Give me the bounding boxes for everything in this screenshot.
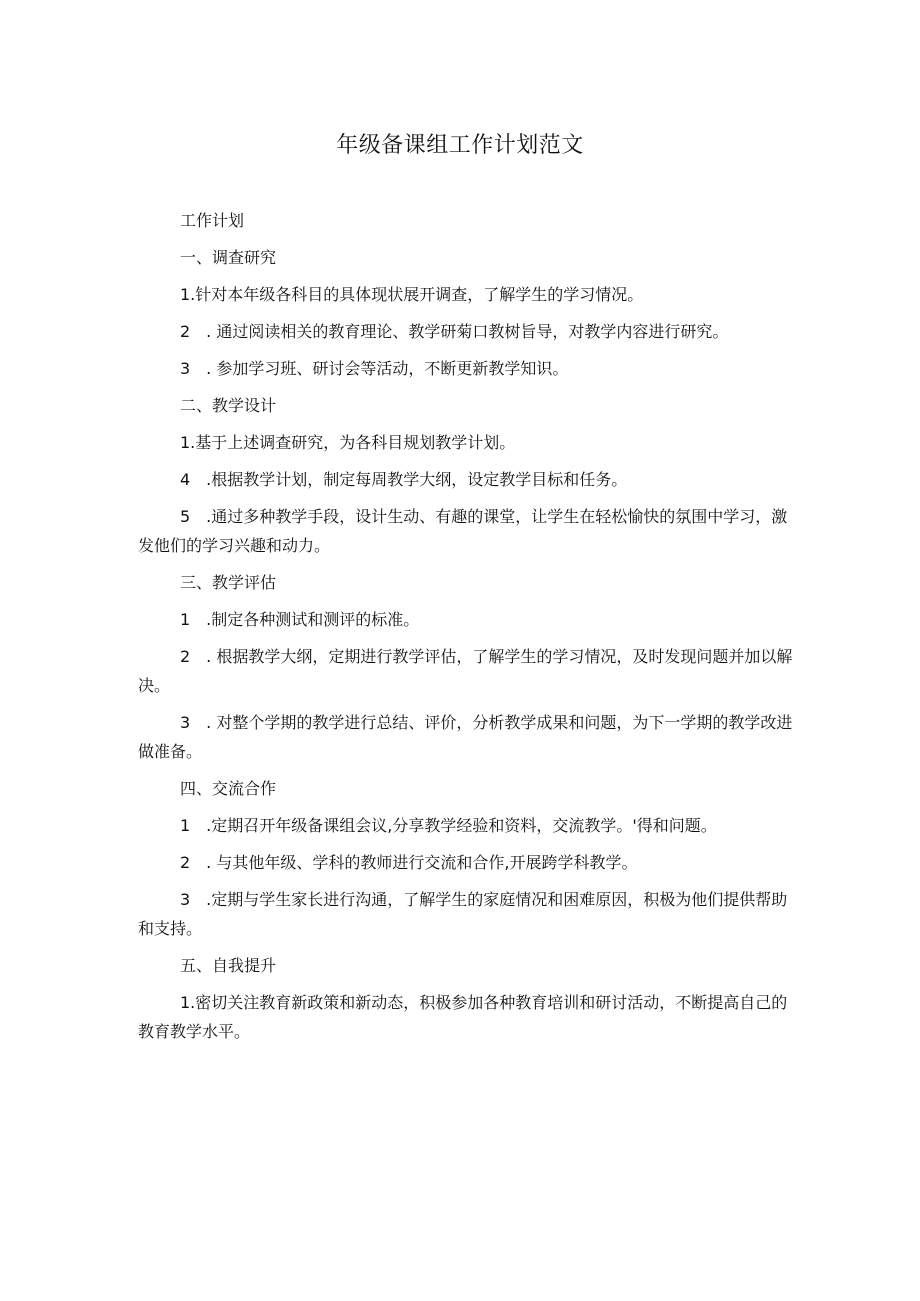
document-body xyxy=(138,206,798,1054)
paragraph: 5 .通过多种教学手段，设计生动、有趣的课堂，让学生在轻松愉快的氛围中学习，激发他们的学习兴趣和动力。 xyxy=(138,507,788,555)
section-heading-cooperation: 四、交流合作 xyxy=(180,779,277,798)
paragraph: 1.基于上述调查研究，为各科目规划教学计划。 xyxy=(180,433,516,452)
section-heading-research: 一、调查研究 xyxy=(180,248,277,267)
paragraph: 4 .根据教学计划，制定每周教学大纲，设定教学目标和任务。 xyxy=(180,470,628,489)
paragraph: 2 . 根据教学大纲，定期进行教学评估，了解学生的学习情况，及时发现问题并加以解决。 xyxy=(138,647,793,695)
section-heading-design: 二、教学设计 xyxy=(180,396,277,415)
paragraph: 3 . 对整个学期的教学进行总结、评价，分析教学成果和问题，为下一学期的教学改进做准备。 xyxy=(138,713,793,761)
paragraph: 1 .制定各种测试和测评的标准。 xyxy=(180,610,420,629)
paragraph: 1 .定期召开年级备课组会议,分享教学经验和资料，交流教学。'得和问题。 xyxy=(180,816,717,835)
paragraph: 3 . 参加学习班、研讨会等活动，不断更新教学知识。 xyxy=(180,359,569,378)
document-title: 年级备课组工作计划范文 xyxy=(336,133,584,158)
paragraph: 2 . 通过阅读相关的教育理论、教学研菊口教树旨导，对教学内容进行研究。 xyxy=(180,322,729,341)
paragraph: 1.针对本年级各科目的具体现状展开调查，了解学生的学习情况。 xyxy=(180,285,644,304)
section-heading-self-improvement: 五、自我提升 xyxy=(180,956,277,975)
section-heading-assessment: 三、教学评估 xyxy=(180,573,277,592)
paragraph: 2 . 与其他年级、学科的教师进行交流和合作,开展跨学科教学。 xyxy=(180,853,638,872)
paragraph: 1.密切关注教育新政策和新动态，积极参加各种教育培训和研讨活动，不断提高自己的教育教学水平。 xyxy=(138,993,788,1041)
paragraph: 3 .定期与学生家长进行沟通，了解学生的家庭情况和困难原因，积极为他们提供帮助和支持。 xyxy=(138,890,788,938)
paragraph-plan-heading: 工作计划 xyxy=(180,211,245,230)
